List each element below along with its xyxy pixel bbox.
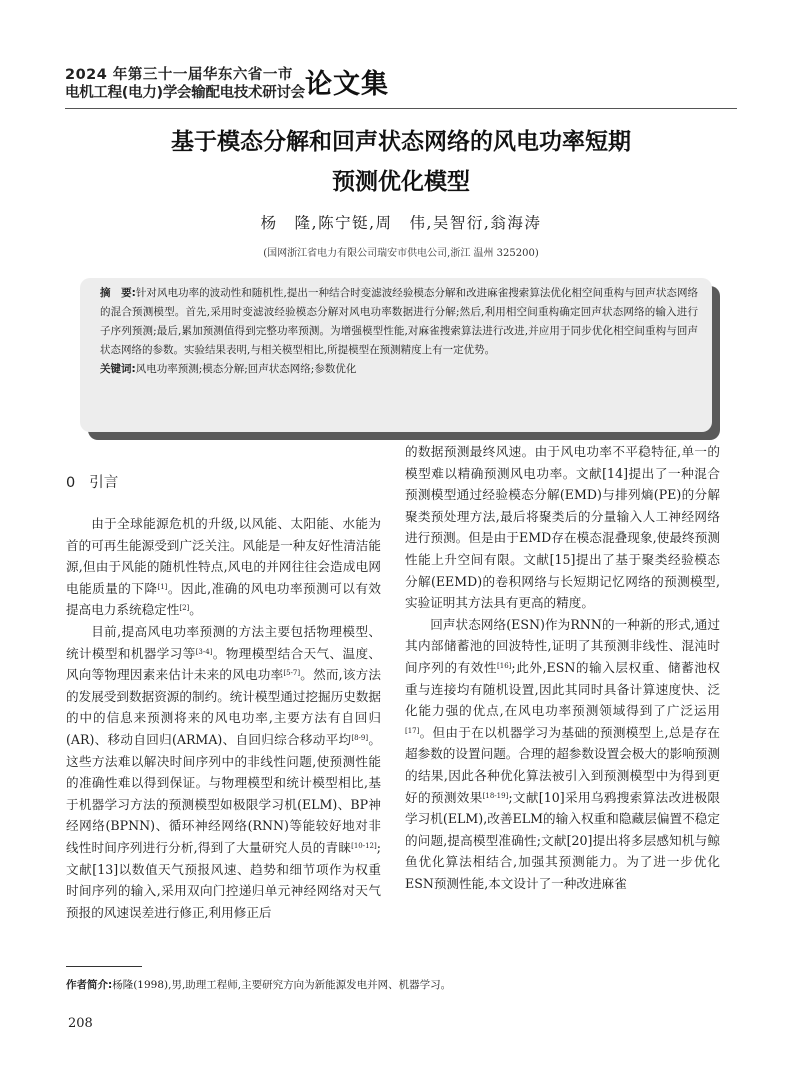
text-run: 目前,提高风电功率预测的方法主要包括物理模型、统计模型和机器学习等	[66, 623, 381, 661]
header-collection-label: 论文集	[305, 69, 389, 100]
keywords	[100, 360, 698, 379]
text-run: 。因此,准确的风电功率预测可以有效提高电力系统稳定性	[66, 580, 381, 618]
right-column	[405, 441, 720, 894]
citation: [17]	[405, 726, 420, 735]
section-title: 引言	[89, 475, 119, 491]
text-run: 。这些方法难以解决时间序列中的非线性问题,使预测性能的准确性难以得到保证。与物理模型和统计模型相比,基于机器学习方法的预测模型如极限学习机(ELM)、BP神经网络(BPNN)、循环神经网络(RNN)等能较好地对非线性时间序列进行分析,得到了大量研究人员的青睐	[66, 731, 381, 855]
text-run: ;文献[10]采用乌鸦搜索算法改进极限学习机(ELM),改善ELM的输入权重和隐藏层偏置不稳定的问题,提高模型准确性;文献[20]提出将多层感知机与鲸鱼优化算法相结合,加强其预测能力。为了进一步优化ESN预测性能,本文设计了一种改进麻雀	[405, 789, 720, 891]
paper-title	[65, 122, 737, 202]
affiliation: (国网浙江省电力有限公司瑞安市供电公司,浙江 温州 325200)	[263, 248, 539, 259]
citation: [8-9]	[351, 733, 369, 742]
abstract-label: 摘 要:	[100, 287, 136, 299]
citation: [3-4]	[195, 647, 213, 656]
paper-title-line1: 基于模态分解和回声状态网络的风电功率短期	[171, 129, 631, 155]
right-paragraph-2	[405, 614, 720, 895]
text-run: 由于全球能源危机的升级,以风能、太阳能、水能为首的可再生能源受到广泛关注。风能是一种友好性清洁能源,但由于风能的随机性特点,风电的并网往往会造成电网电能质量的下降	[66, 516, 381, 596]
text-run: ;此外,ESN的输入层权重、储蓄池权重与连接均有随机设置,因此其同时具备计算速度快、泛化能力强的优点,在风电功率预测领域得到了广泛运用	[405, 659, 720, 719]
section-heading	[66, 471, 118, 492]
abstract-box	[80, 278, 712, 432]
abstract-text: 针对风电功率的波动性和随机性,提出一种结合时变滤波经验模态分解和改进麻雀搜索算法优化相空间重构与回声状态网络的混合预测模型。首先,采用时变滤波经验模态分解对风电功率数据进行分解;然后,利用相空间重构确定回声状态网络的输入进行子序列预测;最后,累加预测值得到完整功率预测。为增强模型性能,对麻雀搜索算法进行改进,并应用于同步优化相空间重构与回声状态网络的参数。实验结果表明,与相关模型相比,所提模型在预测精度上有一定优势。	[100, 287, 698, 356]
header-conference-line1: 2024 年第三十一届华东六省一市	[65, 67, 293, 83]
text-run: 。物理模型结合天气、温度、风向等物理因素来估计未来的风电功率	[66, 645, 382, 683]
running-header	[65, 66, 737, 106]
citation: [2]	[179, 604, 190, 613]
section-number: 0	[66, 475, 76, 491]
citation: [10-12]	[351, 841, 377, 850]
header-rule	[65, 108, 737, 109]
text-run: 。但由于在以机器学习为基础的预测模型上,总是存在超参数的设置问题。合理的超参数设置会极大的影响预测的结果,因此各种优化算法被引入到预测模型中为得到更好的预测效果	[405, 724, 720, 805]
citation: [18-19]	[482, 791, 509, 800]
right-paragraph-1	[405, 441, 720, 614]
citation: [1]	[157, 582, 168, 591]
left-paragraph-2	[66, 621, 381, 923]
left-paragraph-1	[66, 513, 381, 621]
abstract	[100, 284, 698, 360]
keywords-text: 风电功率预测;模态分解;回声状态网络;参数优化	[135, 363, 357, 375]
text-run: ;文献[13]以数值天气预报风速、趋势和细节项作为权重时间序列的输入,采用双向门控递归单元神经网络对天气预报的风速误差进行修正,利用修正后	[66, 839, 381, 920]
text-run: 。	[189, 602, 202, 618]
footnote-rule	[66, 966, 142, 967]
left-column	[66, 513, 381, 923]
citation: [5-7]	[283, 669, 301, 678]
authors: 杨 隆,陈宁铤,周 伟,吴智衍,翁海涛	[260, 214, 542, 232]
text-run: 的数据预测最终风速。由于风电功率不平稳特征,单一的模型难以精确预测风电功率。文献[14]提出了一种混合预测模型通过经验模态分解(EMD)与排列熵(PE)的分解聚类预处理方法,最后将聚类后的分量输入人工神经网络进行预测。但是由于EMD存在模态混叠现象,使最终预测性能上升空间有限。文献[15]提出了基于聚类经验模态分解(EEMD)的卷积网络与长短期记忆网络的预测模型,实验证明其方法具有更高的精度。	[405, 444, 720, 611]
page-number: 208	[68, 1016, 93, 1031]
citation: [16]	[497, 661, 512, 670]
paper-title-line2: 预测优化模型	[332, 169, 470, 195]
footnote-label: 作者简介:	[66, 979, 113, 991]
text-run: 回声状态网络(ESN)作为RNN的一种新的形式,通过其内部储蓄池的回波特性,证明了其预测非线性、混沌时间序列的有效性	[405, 616, 720, 675]
text-run: 。然而,该方法的发展受到数据资源的制约。统计模型通过挖掘历史数据的中的信息来预测将来的风电功率,主要方法有自回归(AR)、移动自回归(ARMA)、自回归综合移动平均	[66, 667, 381, 747]
header-conference-line2: 电机工程(电力)学会输配电技术研讨会	[65, 85, 305, 101]
footnote-text: 杨隆(1998),男,助理工程师,主要研究方向为新能源发电并网、机器学习。	[112, 979, 452, 991]
author-footnote	[66, 977, 451, 992]
keywords-label: 关键词:	[100, 363, 136, 375]
